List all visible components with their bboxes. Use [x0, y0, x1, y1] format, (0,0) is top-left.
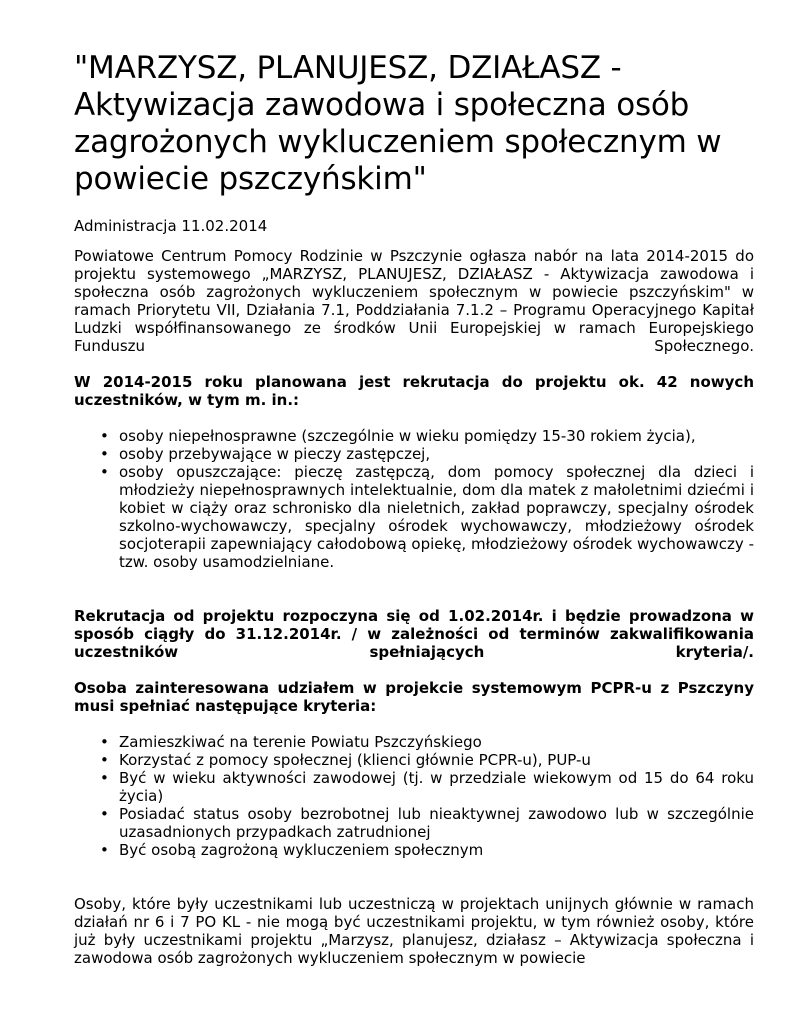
- recruitment-heading: W 2014-2015 roku planowana jest rekrutacja do projektu ok. 42 nowych uczestników, w tym m. in.:: [74, 373, 754, 409]
- list-item: • osoby opuszczające: pieczę zastępczą, dom pomocy społecznej dla dzieci i młodzieży niepełnosprawnych intelektualnie, dom dla matek z małoletnimi dziećmi i kobiet w ciąży oraz schronisko dla nieletnich, zakład poprawczy, specjalny ośrodek szkolno-wychowawczy, specjalny ośrodek wychowawczy, młodzieżowy ośrodek socjoterapii zapewniający całodobową opiekę, młodzieżowy ośrodek wychowawczy - tzw. osoby usamodzielniane.: [119, 463, 754, 571]
- list-item: • osoby przebywające w pieczy zastępczej,: [119, 445, 754, 463]
- list-item: • Posiadać status osoby bezrobotnej lub nieaktywnej zawodowo lub w szczególnie uzasadnionych przypadkach zatrudnionej: [119, 805, 754, 841]
- criteria-list: [74, 733, 754, 859]
- list-item: • Korzystać z pomocy społecznej (klienci głównie PCPR-u), PUP-u: [119, 751, 754, 769]
- recruitment-dates: Rekrutacja od projektu rozpoczyna się od 1.02.2014r. i będzie prowadzona w sposób ciągły do 31.12.2014r. / w zależności od terminów zakwalifikowania uczestników spełniających kryteria/.: [74, 607, 754, 661]
- list-item: • Zamieszkiwać na terenie Powiatu Pszczyńskiego: [119, 733, 754, 751]
- list-item: • Być osobą zagrożoną wykluczeniem społecznym: [119, 841, 754, 859]
- final-paragraph: Osoby, które były uczestnikami lub uczestniczą w projektach unijnych głównie w ramach działań nr 6 i 7 PO KL - nie mogą być uczestnikami projektu, w tym również osoby, które już były uczestnikami projektu „Marzysz, planujesz, działasz – Aktywizacja społeczna i zawodowa osób zagrożonych wykluczeniem społecznym w powiecie: [74, 895, 754, 967]
- page-title: "MARZYSZ, PLANUJESZ, DZIAŁASZ - Aktywizacja zawodowa i społeczna osób zagrożonych wykluczeniem społecznym w powiecie pszczyńskim": [74, 50, 722, 197]
- intro-paragraph: Powiatowe Centrum Pomocy Rodzinie w Pszczynie ogłasza nabór na lata 2014-2015 do projektu systemowego „MARZYSZ, PLANUJESZ, DZIAŁASZ - Aktywizacja zawodowa i społeczna osób zagrożonych wykluczeniem społecznym w powiecie pszczyńskim" w ramach Priorytetu VII, Działania 7.1, Poddziałania 7.1.2 – Programu Operacyjnego Kapitał Ludzki współfinansowanego ze środków Unii Europejskiej w ramach Europejskiego Funduszu Społecznego.: [74, 247, 754, 355]
- list-item: • Być w wieku aktywności zawodowej (tj. w przedziale wiekowym od 15 do 64 roku życia): [119, 769, 754, 805]
- document-page: [74, 50, 754, 967]
- criteria-heading: Osoba zainteresowana udziałem w projekcie systemowym PCPR-u z Pszczyny musi spełniać następujące kryteria:: [74, 679, 754, 715]
- post-meta: Administracja 11.02.2014: [74, 217, 268, 235]
- list-item: • osoby niepełnosprawne (szczególnie w wieku pomiędzy 15-30 rokiem życia),: [119, 427, 754, 445]
- participants-list: [74, 427, 754, 571]
